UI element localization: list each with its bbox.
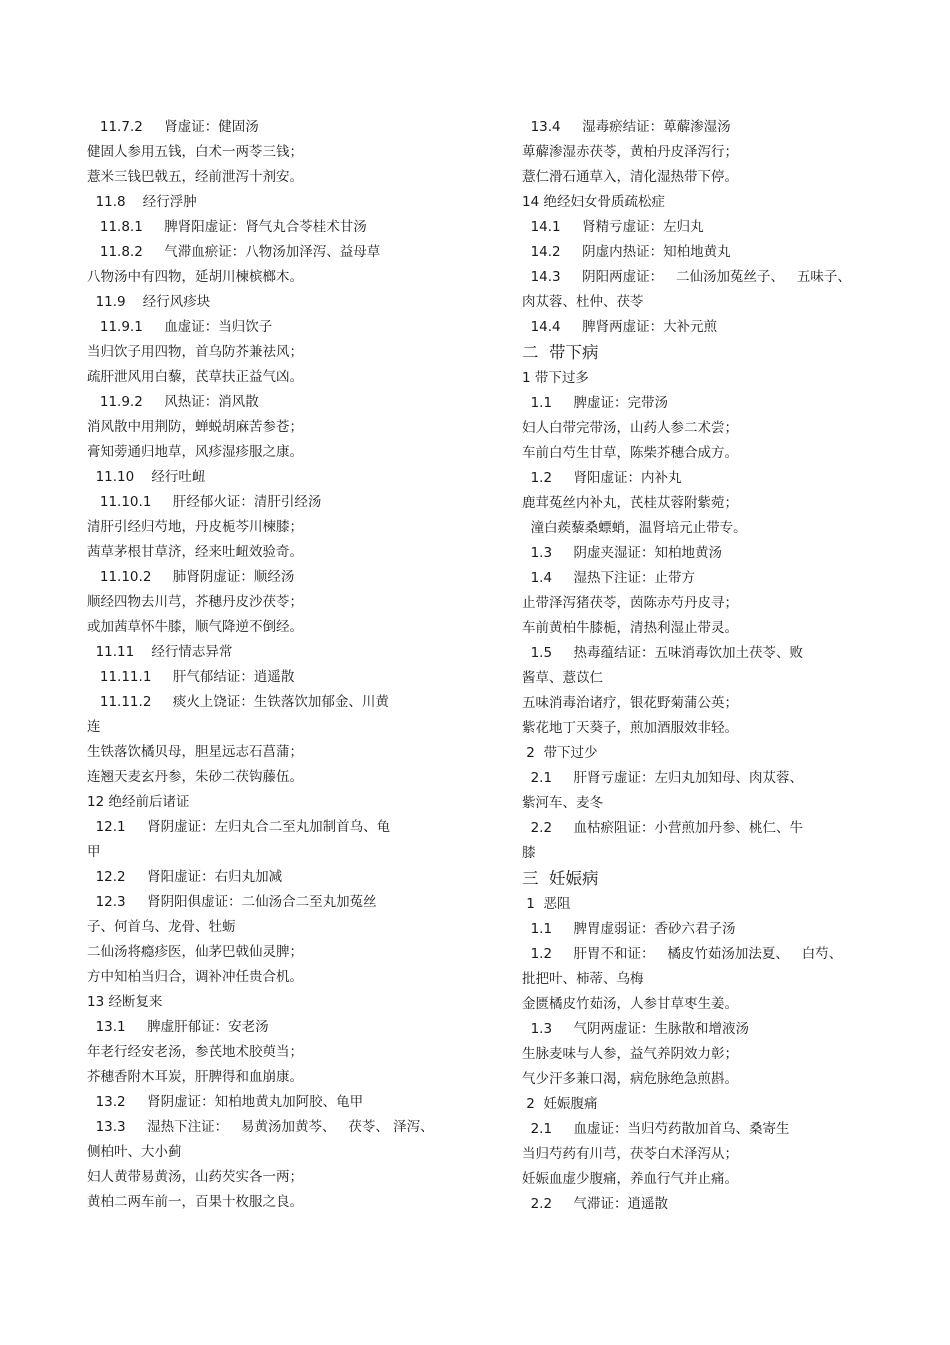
text-line: 13 经断复来: [87, 994, 163, 1010]
text-line: 甲: [87, 844, 101, 860]
text-line: 生脉麦味与人参，益气养阴效力彰；: [522, 1046, 738, 1062]
text-line: 11.8 经行浮肿: [87, 194, 197, 210]
left-column: [87, 115, 434, 1215]
text-line: 金匮橘皮竹茹汤，人参甘草枣生姜。: [522, 996, 738, 1012]
text-line: 13.4 湿毒瘀结证：萆薢渗湿汤: [522, 119, 731, 135]
section-heading: 三 妊娠病: [522, 869, 599, 888]
text-line: 茜草茅根甘草济，经来吐衄效验奇。: [87, 544, 303, 560]
text-line: 健固人参用五钱，白术一两苓三钱；: [87, 144, 303, 160]
text-line: 顺经四物去川芎，芥穗丹皮沙茯苓；: [87, 594, 303, 610]
text-line: 14.1 肾精亏虚证：左归丸: [522, 219, 704, 235]
text-line: 五味消毒治诸疗，银花野菊蒲公英；: [522, 695, 738, 711]
text-line: 妇人白带完带汤，山药人参二术尝；: [522, 420, 738, 436]
text-line: 子、何首乌、龙骨、牡蛎: [87, 919, 236, 935]
text-line: 连: [87, 719, 101, 735]
text-line: 1.2 肾阳虚证：内补丸: [522, 470, 682, 486]
text-line: 14.2 阴虚内热证：知柏地黄丸: [522, 244, 731, 260]
text-line: 11.10.1 肝经郁火证：清肝引经汤: [87, 494, 322, 510]
text-line: 清肝引经归芍地，丹皮栀芩川楝膝；: [87, 519, 303, 535]
text-line: 11.11.1 肝气郁结证：逍遥散: [87, 669, 295, 685]
text-line: 年老行经安老汤，参芪地术胶萸当；: [87, 1044, 303, 1060]
text-line: 2.2 血枯瘀阻证：小营煎加丹参、桃仁、牛: [522, 820, 804, 836]
text-line: 1 恶阻: [522, 896, 571, 912]
text-line: 止带泽泻猪茯苓，茵陈赤芍丹皮寻；: [522, 595, 738, 611]
text-line: 12.1 肾阴虚证：左归丸合二至丸加制首乌、龟: [87, 819, 391, 835]
text-line: 当归饮子用四物，首乌防芥兼祛风；: [87, 344, 303, 360]
text-line: 11.10.2 肺肾阴虚证：顺经汤: [87, 569, 295, 585]
text-line: 气少汗多兼口渴，病危脉绝急煎斟。: [522, 1071, 738, 1087]
text-line: 薏仁滑石通草入，清化湿热带下停。: [522, 169, 738, 185]
text-line: 13.3 湿热下注证： 易黄汤加黄芩、 茯苓、 泽泻、: [87, 1119, 434, 1135]
text-line: 11.9 经行风疹块: [87, 294, 211, 310]
text-line: 1.3 阴虚夹湿证：知柏地黄汤: [522, 545, 723, 561]
text-line: 妊娠血虚少腹痛，养血行气并止痛。: [522, 1171, 738, 1187]
text-line: 侧柏叶、大小蓟: [87, 1144, 182, 1160]
text-line: 14 绝经妇女骨质疏松症: [522, 194, 665, 210]
text-line: 萆薢渗湿赤茯苓，黄柏丹皮泽泻行；: [522, 144, 738, 160]
text-line: 1.1 脾虚证：完带汤: [522, 395, 669, 411]
text-line: 肉苁蓉、杜仲、茯苓: [522, 294, 644, 310]
section-heading: 二 带下病: [522, 343, 599, 362]
text-line: 12.3 肾阴阳俱虚证：二仙汤合二至丸加菟丝: [87, 894, 377, 910]
text-line: 膝: [522, 845, 536, 861]
text-line: 潼白蒺藜桑螵蛸，温肾培元止带专。: [522, 520, 747, 536]
text-line: 12.2 肾阳虚证：右归丸加减: [87, 869, 283, 885]
text-line: 方中知柏当归合，调补冲任贵合机。: [87, 969, 303, 985]
text-line: 批把叶、柿蒂、乌梅: [522, 971, 644, 987]
text-line: 2.2 气滞证：逍遥散: [522, 1196, 669, 1212]
text-line: 1.2 肝胃不和证： 橘皮竹茹汤加法夏、 白芍、: [522, 946, 843, 962]
text-line: 1 带下过多: [522, 370, 589, 386]
text-line: 2.1 肝肾亏虚证：左归丸加知母、肉苁蓉、: [522, 770, 804, 786]
text-line: 11.8.1 脾肾阳虚证：肾气丸合苓桂术甘汤: [87, 219, 367, 235]
text-line: 2 带下过少: [522, 745, 598, 761]
text-line: 11.9.1 血虚证：当归饮子: [87, 319, 273, 335]
text-line: 或加茜草怀牛膝，顺气降逆不倒经。: [87, 619, 303, 635]
text-line: 1.3 气阴两虚证：生脉散和增液汤: [522, 1021, 750, 1037]
text-line: 14.3 阴阳两虚证： 二仙汤加菟丝子、 五味子、: [522, 269, 851, 285]
text-line: 13.2 肾阴虚证：知柏地黄丸加阿胶、龟甲: [87, 1094, 364, 1110]
text-line: 生铁落饮橘贝母，胆星远志石菖蒲；: [87, 744, 303, 760]
text-line: 12 绝经前后诸证: [87, 794, 190, 810]
text-line: 疏肝泄风用白藜，芪草扶正益气凶。: [87, 369, 303, 385]
text-line: 连翘天麦玄丹参，朱砂二茯钩藤伍。: [87, 769, 303, 785]
text-line: 膏知蒡通归地草，风疹湿疹服之康。: [87, 444, 303, 460]
text-line: 14.4 脾肾两虚证：大补元煎: [522, 319, 718, 335]
text-line: 妇人黄带易黄汤，山药芡实各一两；: [87, 1169, 303, 1185]
text-line: 11.11 经行情志异常: [87, 644, 233, 660]
right-column: [522, 115, 867, 1217]
text-line: 车前黄柏牛膝栀，清热利湿止带灵。: [522, 620, 738, 636]
text-line: 车前白芍生甘草，陈柴芥穗合成方。: [522, 445, 738, 461]
text-line: 酱草、薏苡仁: [522, 670, 603, 686]
text-line: 2.1 血虚证：当归芍药散加首乌、桑寄生: [522, 1121, 790, 1137]
text-line: 11.9.2 风热证：消风散: [87, 394, 259, 410]
text-line: 紫花地丁天葵子，煎加酒服效非轻。: [522, 720, 738, 736]
text-line: 11.7.2 肾虚证：健固汤: [87, 119, 259, 135]
text-line: 2 妊娠腹痛: [522, 1096, 598, 1112]
text-line: 紫河车、麦冬: [522, 795, 603, 811]
text-line: 11.10 经行吐衄: [87, 469, 206, 485]
text-line: 薏米三钱巴戟五，经前泄泻十剂安。: [87, 169, 303, 185]
text-line: 1.4 湿热下注证：止带方: [522, 570, 696, 586]
text-line: 当归芍药有川芎，茯苓白术泽泻从；: [522, 1146, 738, 1162]
text-line: 13.1 脾虚肝郁证：安老汤: [87, 1019, 269, 1035]
text-line: 黄柏二两车前一，百果十枚服之良。: [87, 1194, 303, 1210]
text-line: 消风散中用荆防，蝉蜕胡麻苦参苍；: [87, 419, 303, 435]
text-line: 11.11.2 痰火上饶证：生铁落饮加郁金、川黄: [87, 694, 389, 710]
text-line: 鹿茸菟丝内补丸，芪桂苁蓉附紫菀；: [522, 495, 738, 511]
text-line: 1.1 脾胃虚弱证：香砂六君子汤: [522, 921, 736, 937]
text-line: 二仙汤将瘾疹医，仙茅巴戟仙灵脾；: [87, 944, 303, 960]
text-line: 八物汤中有四物，延胡川楝槟榔木。: [87, 269, 303, 285]
text-line: 芥穗香附木耳炭，肝脾得和血崩康。: [87, 1069, 303, 1085]
text-line: 11.8.2 气滞血瘀证：八物汤加泽泻、益母草: [87, 244, 381, 260]
text-line: 1.5 热毒蕴结证：五味消毒饮加土茯苓、败: [522, 645, 804, 661]
